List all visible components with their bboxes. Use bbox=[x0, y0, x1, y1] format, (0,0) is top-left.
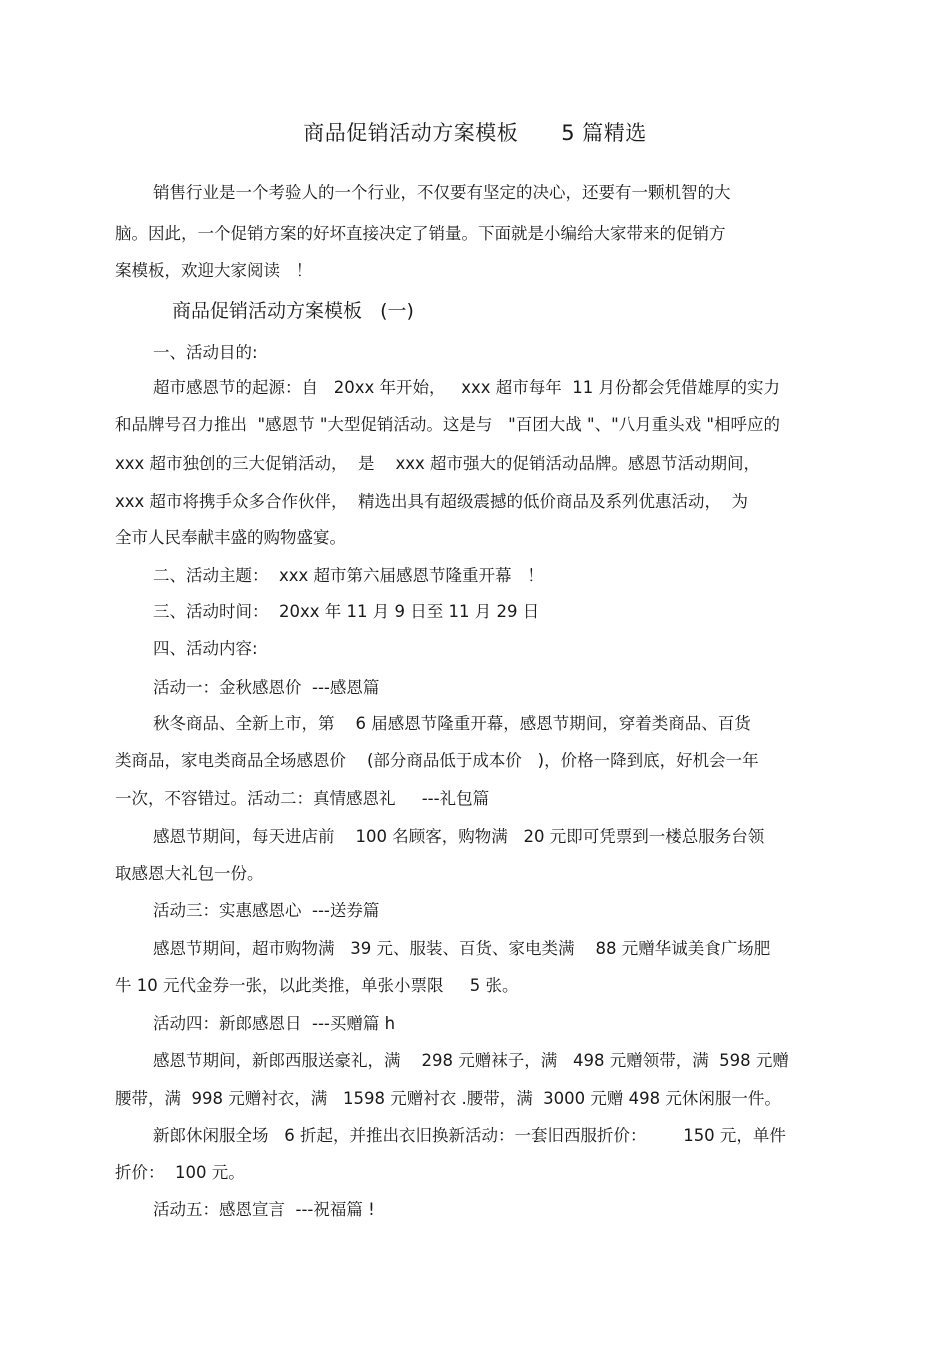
paragraph-line: 感恩节期间，每天进店前 100 名顾客，购物满 20 元即可凭票到一楼总服务台领 bbox=[153, 827, 765, 846]
paragraph-line: xxx 超市将携手众多合作伙伴， 精选出具有超级震撼的低价商品及系列优惠活动， 为 bbox=[115, 492, 749, 511]
paragraph-line: 全市人民奉献丰盛的购物盛宴。 bbox=[115, 528, 346, 547]
paragraph-line: 新郎休闲服全场 6 折起，并推出衣旧换新活动：一套旧西服折价： 150 元，单件 bbox=[153, 1126, 786, 1145]
paragraph-line: 活动四：新郎感恩日 ---买赠篇 h bbox=[153, 1014, 396, 1033]
paragraph-line: 二、活动主题： xxx 超市第六届感恩节隆重开幕 ！ bbox=[153, 566, 544, 585]
paragraph-line: 取感恩大礼包一份。 bbox=[115, 864, 264, 883]
paragraph-line: 一次，不容错过。活动二：真情感恩礼 ---礼包篇 bbox=[115, 789, 490, 808]
paragraph-line: 四、活动内容: bbox=[153, 639, 258, 658]
intro-line-3: 案模板，欢迎大家阅读 ！ bbox=[115, 261, 313, 280]
section-title: 商品促销活动方案模板 (一) bbox=[172, 300, 414, 322]
paragraph-line: 一、活动目的: bbox=[153, 343, 258, 362]
intro-line-2: 脑。因此，一个促销方案的好坏直接决定了销量。下面就是小编给大家带来的促销方 bbox=[115, 224, 726, 243]
paragraph-line: 感恩节期间，新郎西服送豪礼，满 298 元赠袜子，满 498 元赠领带，满 598 元赠 bbox=[153, 1051, 789, 1070]
paragraph-line: 活动五：感恩宣言 ---祝福篇 ! bbox=[153, 1200, 375, 1219]
paragraph-line: 折价： 100 元。 bbox=[115, 1163, 245, 1182]
paragraph-line: 三、活动时间： 20xx 年 11 月 9 日至 11 月 29 日 bbox=[153, 602, 540, 621]
paragraph-line: xxx 超市独创的三大促销活动， 是 xxx 超市强大的促销活动品牌。感恩节活动期间， bbox=[115, 454, 761, 473]
paragraph-line: 秋冬商品、全新上市，第 6 届感恩节隆重开幕，感恩节期间，穿着类商品、百货 bbox=[153, 714, 751, 733]
paragraph-line: 超市感恩节的起源：自 20xx 年开始， xxx 超市每年 11 月份都会凭借雄厚的实力 bbox=[153, 378, 781, 397]
paragraph-line: 牛 10 元代金券一张，以此类推，单张小票限 5 张。 bbox=[115, 976, 519, 995]
intro-line-1: 销售行业是一个考验人的一个行业，不仅要有坚定的决心，还要有一颗机智的大 bbox=[153, 183, 731, 202]
paragraph-line: 类商品，家电类商品全场感恩价 (部分商品低于成本价 )，价格一降到底，好机会一年 bbox=[115, 751, 759, 770]
paragraph-line: 感恩节期间，超市购物满 39 元、服装、百货、家电类满 88 元赠华诚美食广场肥 bbox=[153, 939, 771, 958]
paragraph-line: 活动一：金秋感恩价 ---感恩篇 bbox=[153, 678, 380, 697]
document-title: 商品促销活动方案模板 5 篇精选 bbox=[303, 121, 647, 145]
paragraph-line: 和品牌号召力推出 "感恩节 "大型促销活动。这是与 "百团大战 "、"八月重头戏 "相呼应的 bbox=[115, 415, 780, 434]
paragraph-line: 活动三：实惠感恩心 ---送券篇 bbox=[153, 901, 380, 920]
paragraph-line: 腰带，满 998 元赠衬衣，满 1598 元赠衬衣 .腰带，满 3000 元赠 498 元休闲服一件。 bbox=[115, 1089, 781, 1108]
